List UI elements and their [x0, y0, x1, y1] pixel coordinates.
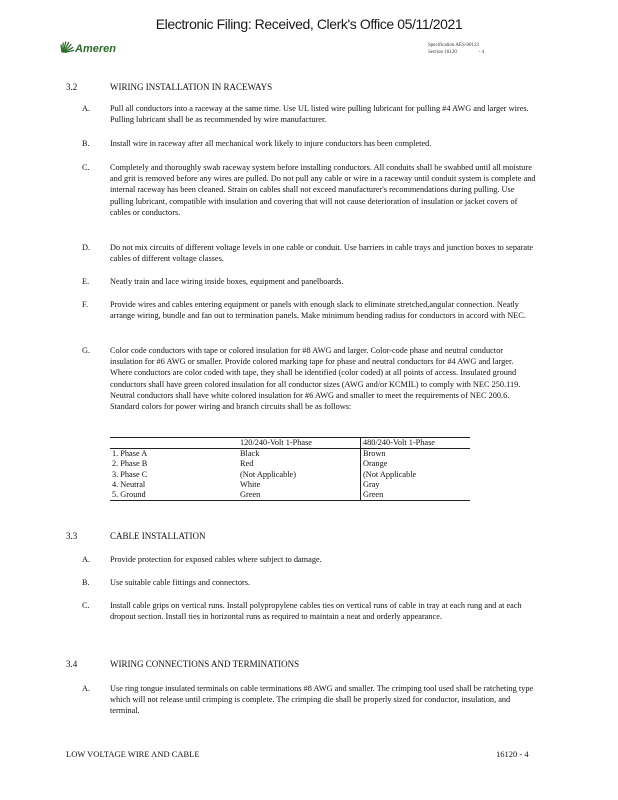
- section-number: 3.2: [66, 82, 78, 92]
- table-cell: Green: [361, 490, 471, 501]
- table-header-cell: [110, 438, 238, 449]
- item-letter: A.: [82, 104, 91, 113]
- item-letter: B.: [82, 139, 90, 148]
- item-text: Provide wires and cables entering equipment or panels with enough slack to eliminate stretched,angular connection. Neatly arrange wiring, bundle and fan out to termination panels. Make minimum bending radius for conductors in accord with NEC.: [110, 300, 526, 321]
- item-letter: C.: [82, 163, 90, 172]
- item-text: Install wire in raceway after all mechanical work likely to injure conductors has been completed.: [110, 139, 432, 148]
- table-cell: Black: [238, 449, 361, 460]
- table-cell: 5. Ground: [110, 490, 238, 501]
- item-text: Use ring tongue insulated terminals on cable terminations #8 AWG and smaller. The crimping tool used shall be ratcheting type which will not release until crimping is complete. The crimping die shall be properly sized for conductor, insulation, and terminal.: [110, 684, 534, 716]
- table-header-cell: 120/240-Volt 1-Phase: [238, 438, 361, 449]
- table-row: [110, 480, 470, 490]
- table-cell: (Not Applicable: [363, 469, 417, 479]
- table-row: [110, 459, 470, 469]
- item-text: Completely and thoroughly swab raceway system before installing conductors. All conduits shall be swabbed until all moisture and grit is removed before any wires are pulled. Do not pull any cable or wire in a raceway until conduit system is complete and internal raceway has been cleaned. Strain on cables shall not exceed manufacturer's recommendations during pulling. Use pulling lubricant, compatible with insulation and covering that will not cause deterioration of insulation or jacket covers of cables or conductors.: [110, 163, 536, 217]
- item-text: Neatly train and lace wiring inside boxes, equipment and panelboards.: [110, 277, 344, 286]
- section-number: 3.4: [66, 659, 78, 669]
- company-logo: [60, 40, 130, 60]
- item-letter: B.: [82, 578, 90, 587]
- item-text: Provide protection for exposed cables where subject to damage.: [110, 555, 322, 564]
- item-text: Do not mix circuits of different voltage levels in one cable or conduit. Use barriers in cable trays and junction boxes to separate cables of different voltage classes.: [110, 243, 534, 264]
- spec-header: [428, 42, 484, 56]
- table-cell: 4. Neutral: [112, 479, 146, 489]
- table-header-cell: 480/240-Volt 1-Phase: [361, 438, 471, 449]
- item-letter: D.: [82, 243, 91, 252]
- item-letter: C.: [82, 601, 90, 610]
- item-text: Use suitable cable fittings and connectors.: [110, 578, 251, 587]
- table-row: [110, 470, 470, 480]
- spec-section: Section 16120 - 4: [428, 50, 485, 55]
- filing-stamp: Electronic Filing: Received, Clerk's Office 05/11/2021: [155, 16, 463, 32]
- footer-page-number: 16120 - 4: [496, 749, 529, 759]
- spec-number: Specification AES-00123: [428, 43, 479, 48]
- table-cell: Orange: [363, 459, 388, 469]
- section-title: WIRING CONNECTIONS AND TERMINATIONS: [110, 659, 300, 669]
- item-letter: F.: [82, 300, 89, 309]
- table-row: [110, 449, 470, 460]
- section-title: CABLE INSTALLATION: [110, 531, 206, 541]
- table-row: [110, 490, 470, 501]
- item-letter: A.: [82, 555, 91, 564]
- ameren-sunburst-icon: [60, 40, 74, 54]
- table-cell: Brown: [363, 449, 386, 459]
- item-text: Install cable grips on vertical runs. Install polypropylene cables ties on vertical runs of cable in tray at each rung and at each dropout section. Install ties in horizontal runs as required to maintain a neat and orderly appearance.: [110, 601, 522, 622]
- item-text: Pull all conductors into a raceway at the same time. Use UL listed wire pulling lubricant for pulling #4 AWG and larger wires. Pulling lubricant shall be as recommended by wire manufacturer.: [110, 104, 529, 125]
- table-header-row: [110, 438, 470, 449]
- item-letter: A.: [82, 684, 91, 693]
- item-letter: E.: [82, 277, 90, 286]
- table-cell: Red: [238, 459, 361, 469]
- color-code-table: [110, 437, 470, 501]
- table-cell: Gray: [363, 479, 380, 489]
- item-letter: G.: [82, 346, 91, 355]
- table-cell: 3. Phase C: [112, 469, 148, 479]
- table-cell: (Not Applicable): [238, 470, 361, 480]
- item-text: Color code conductors with tape or colored insulation for #8 AWG and larger. Color-code phase and neutral conductor insulation for #6 AWG or smaller. Provide colored marking tape for phase and neutral conductors for #4 AWG and larger. Where conductors are color coded with tape, they shall be identified (color coded) at all points of access. Insulated ground conductors shall have green colored insulation for all conductor sizes (AWG and/or KCMIL) to comply with NEC 250.119. Neutral conductors shall have white colored insulation for #6 AWG and smaller to meet the requirements of NEC 200.6. Standard colors for power wiring and branch circuits shall be as follows:: [110, 346, 521, 412]
- logo-wordmark: Ameren: [75, 43, 116, 55]
- table-cell: White: [238, 480, 361, 490]
- table-cell: 2. Phase B: [112, 459, 148, 469]
- table-cell: 1. Phase A: [112, 449, 148, 459]
- section-number: 3.3: [66, 531, 78, 541]
- table-cell: Green: [238, 490, 361, 501]
- section-title: WIRING INSTALLATION IN RACEWAYS: [110, 82, 273, 92]
- footer-title: LOW VOLTAGE WIRE AND CABLE: [66, 749, 200, 759]
